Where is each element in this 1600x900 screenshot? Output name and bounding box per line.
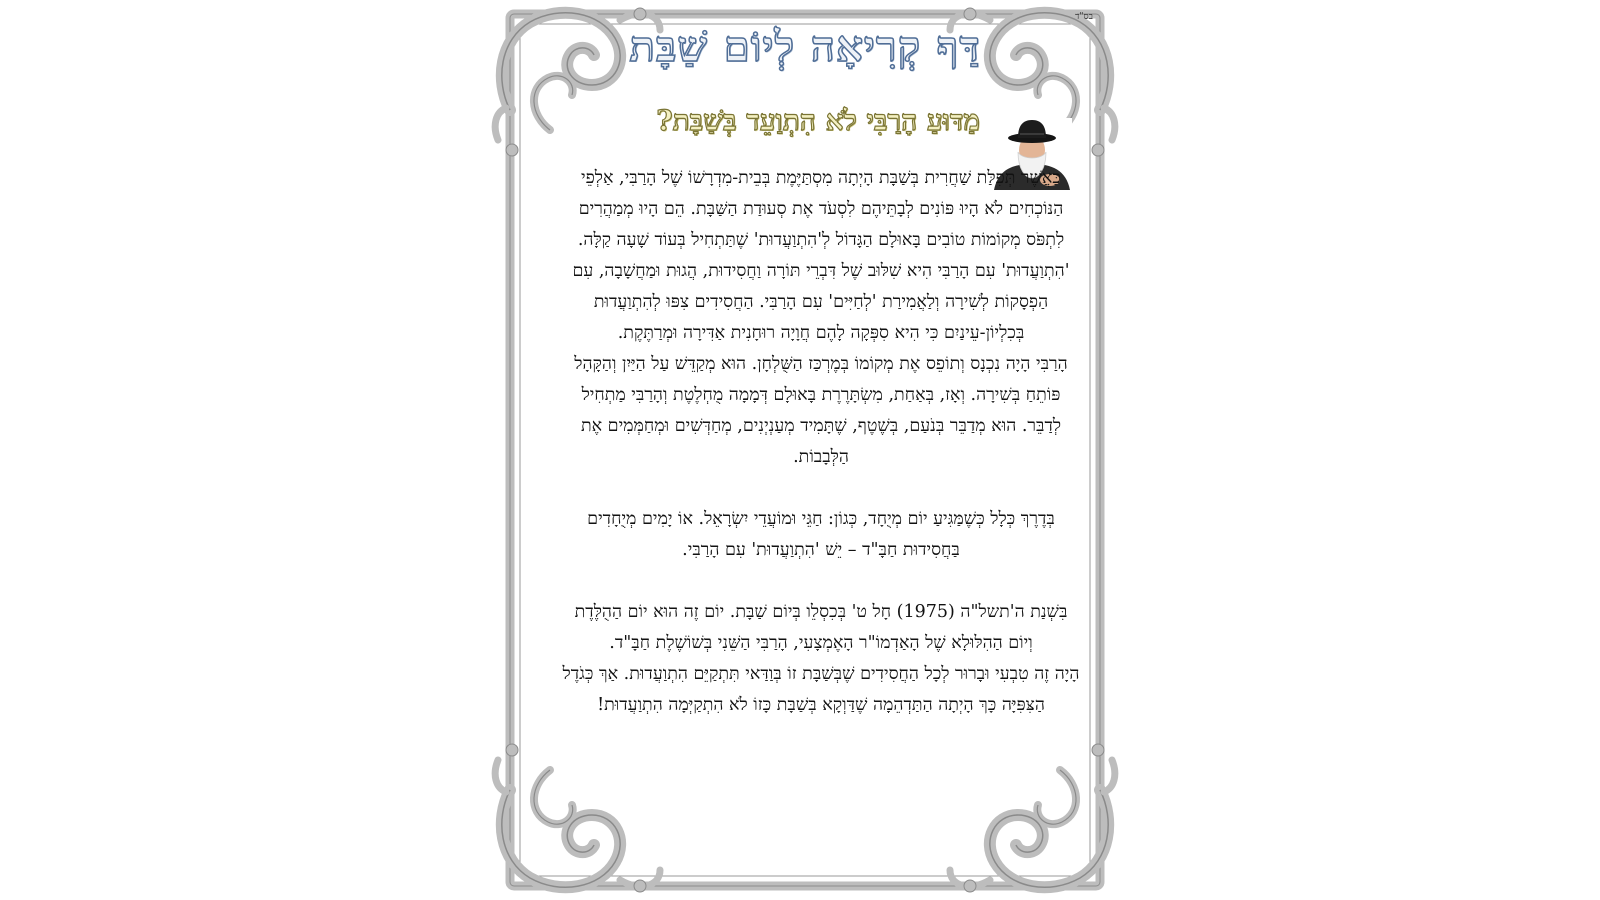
paragraph-5: בִּשְׁנַת ה'תשל"ה (1975) חָל ט' בְּכִסְלֵו בְּיוֹם שַׁבָּת. יוֹם זֶה הוּא יוֹם הַהֻלֶּדֶת וְיוֹם הַהִלּוּלָא שֶׁל הָאַדְמוֹ"ר הָאֶמְצָעִי, הָרַבִּי הַשֵּׁנִי בְּשׁוֹשֶׁלֶת חַבָּ"ד. [574,602,1068,653]
page-title: דַּף קְרִיאָה לְיוֹם שַׁבָּת [629,22,981,71]
spacer [560,473,1082,504]
paragraph-4: בְּדֶרֶךְ כְּלָל כְּשֶׁמַּגִּיעַ יוֹם מְיֻחָד, כְּגוֹן: חַגֵּי וּמוֹעֲדֵי יִשְׂרָאֵל. אוֹ יָמִים מְיֻחָדִים בַּחֲסִידוּת חַבָּ"ד – יֵשׁ 'הִתְוַעֲדוּת' עִם הָרַבִּי. [587,509,1055,560]
paragraph-3: הָרַבִּי הָיָה נִכְנָס וְתוֹפֵס אֶת מְקוֹמוֹ בְּמֶרְכַּז הַשֻּׁלְחָן. הוּא מְקַדֵּשׁ עַל הַיַּיִן וְהַקָּהָל פּוֹתֵחַ בְּשִׁירָה. וְאָז, בְּאַחַת, מִשְׂתָּרֶרֶת בָּאוּלָם דְּמָמָה מֻחְלֶטֶת וְהָרַבִּי מַתְחִיל לְדַבֵּר. הוּא מְדַבֵּר בְּנֹעַם, בְּשֶׁטֶף, שֶׁתָּמִיד מְעַנְיְנִים, מְחַדְּשִׁים וּמְחַמְּמִים אֶת הַלְּבָבוֹת. [574,354,1068,467]
paragraph-2: 'הִתְוַעֲדוּת' עִם הָרַבִּי הִיא שִׁלּוּב שֶׁל דִּבְרֵי תּוֹרָה וַחֲסִידוּת, הֲגוּת וּמַחֲשָׁבָה, עִם הַפְסָקוֹת לְשִׁירָה וְלַאֲמִירַת 'לְחַיִּים' עִם הָרַבִּי. הַחֲסִידִים צִפּוּ לְהִתְוַעֲדוּת בְּכִלְיוֹן-עֵינַיִם כִּי הִיא סִפְּקָה לָהֶם חֲוָיָה רוּחָנִית אַדִּירָה וּמְרַתֶּקֶת. [572,261,1070,343]
paragraph-1: כַּאֲשֶׁר תְּפִלַּת שַׁחֲרִית בְּשַׁבָּת הָיְתָה מִסְתַּיֶּמֶת בְּבֵית-מִדְרָשׁוֹ שֶׁל הָרַבִּי, אַלְפֵי הַנּוֹכְחִים לֹא הָיוּ פּוֹנִים לְבָתֵּיהֶם לִסְעֹד אֶת סְעוּדַת הַשַּׁבָּת. הֵם הָיוּ מְמַהֲרִים לִתְפֹּס מְקוֹמוֹת טוֹבִים בָּאוּלָם הַגָּדוֹל לְ'הִתְוַעֲדוּת' שֶׁתַּתְחִיל בְּעוֹד שָׁעָה קַלָּה. [577,168,1065,250]
reading-body [560,163,1082,721]
spacer [560,566,1082,597]
corner-mark: בס"ד [1075,12,1093,22]
paragraph-6: הָיָה זֶה טִבְעִי וּבָרוּר לְכָל הַחֲסִידִים שֶׁבְּשַׁבָּת זוֹ בְּוַדַּאי תִּתְקַיֵּם הִתְוַעֲדוּת. אַךְ כְּגֹדֶל הַצִּפִּיָּה כָּךְ הָיְתָה הַתַּדְהֵמָה שֶׁדַּוְקָא בְּשַׁבָּת כָּזוֹ לֹא הִתְקַיְּמָה הִתְוַעֲדוּת! [562,664,1080,715]
page-subtitle: מַדּוּעַ הָרַבִּי לֹא הִתְוַעֵד בְּשַׁבָּת? [656,104,980,137]
